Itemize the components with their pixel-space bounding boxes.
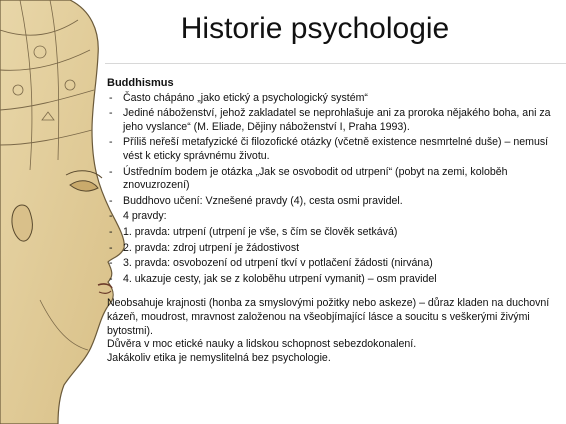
paragraph-line: Jakákoliv etika je nemyslitelná bez psychologie. (107, 351, 331, 364)
list-item-text: Ústředním bodem je otázka „Jak se osvobodit od utrpení“ (pobyt na zemi, koloběh znovuzrození) (123, 165, 508, 192)
bullet-dash: - (109, 194, 113, 207)
paragraph-line: Důvěra v moc etické nauky a lidskou schopnost sebezdokonalení. (107, 338, 417, 351)
list-item-text: 1. pravda: utrpení (utrpení je vše, s čím se člověk setkává) (123, 225, 398, 238)
list-item (107, 195, 559, 209)
list-item-text: Jediné náboženství, jehož zakladatel se neprohlašuje ani za proroka nějakého boha, ani za jeho vyslance“ (M. Eliade, Dějiny náboženství I, Praha 1993). (123, 107, 551, 133)
slide-title: Historie psychologie (180, 12, 450, 45)
list-item (107, 242, 559, 256)
list-item-text: Příliš neřeší metafyzické či filozofické otázky (včetně existence nesmrtelné duše) – nemusí vést k eticky správnému životu. (123, 136, 549, 162)
list-item-text: Buddhovo učení: Vznešené pravdy (4), cesta osmi pravidel. (123, 194, 403, 207)
list-item (107, 136, 559, 163)
list-item (107, 257, 559, 271)
bullet-dash: - (109, 272, 113, 285)
list-item (107, 226, 559, 240)
section-heading: Buddhismus (107, 77, 174, 89)
bullet-dash: - (109, 241, 113, 254)
title-divider (105, 63, 566, 64)
bullet-dash: - (109, 91, 113, 104)
list-item-text: 4. ukazuje cesty, jak se z koloběhu utrpení vymanit) – osm pravidel (123, 272, 437, 285)
slide-content (107, 77, 559, 365)
bullet-dash: - (109, 136, 113, 149)
list-item (107, 92, 559, 106)
bullet-dash: - (109, 165, 113, 178)
bullet-list (107, 92, 559, 287)
bullet-dash: - (109, 107, 113, 120)
list-item-text: 3. pravda: osvobození od utrpení tkví v potlačení žádosti (nirvána) (123, 257, 433, 270)
list-item (107, 107, 559, 134)
bullet-dash: - (109, 210, 113, 223)
list-item (107, 273, 559, 287)
list-item-text: 4 pravdy: (123, 210, 167, 223)
summary-paragraph (107, 297, 559, 365)
paragraph-line: Neobsahuje krajnosti (honba za smyslovými požitky nebo askeze) – důraz kladen na duchovní kázeň, moudrost, mravnost založenou na všeobjímající lásce a soucitu s veškerými živými bytostmi). (107, 297, 550, 337)
bullet-dash: - (109, 257, 113, 270)
list-item-text: 2. pravda: zdroj utrpení je žádostivost (123, 241, 300, 254)
list-item-text: Často chápáno „jako etický a psychologický systém“ (123, 91, 368, 104)
list-item (107, 210, 559, 224)
list-item (107, 166, 559, 193)
bullet-dash: - (109, 225, 113, 238)
